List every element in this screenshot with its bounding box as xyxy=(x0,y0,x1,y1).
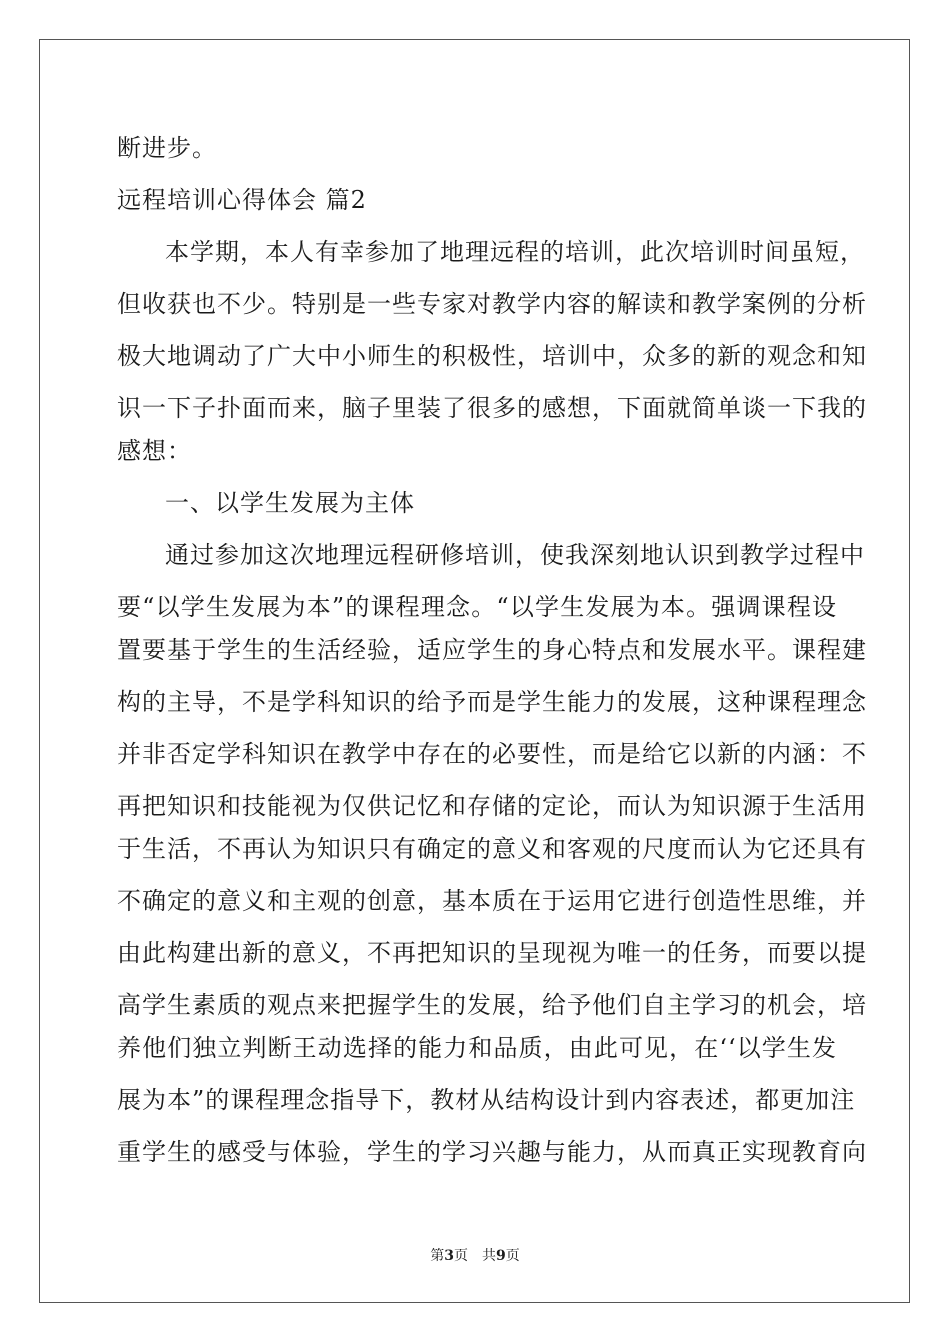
text-line: 重学生的感受与体验，学生的学习兴趣与能力，从而真正实现教育向 xyxy=(117,1138,867,1166)
text-line: 由此构建出新的意义，不再把知识的呈现视为唯一的任务，而要以提 xyxy=(117,939,867,967)
text-line: 但收获也不少。特别是一些专家对教学内容的解读和教学案例的分析 xyxy=(117,290,867,318)
text-line: 置要基于学生的生活经验，适应学生的身心特点和发展水平。课程建 xyxy=(117,636,867,664)
page-middle: 页 共 xyxy=(454,1248,496,1264)
text-line: 要“以学生发展为本”的课程理念。“以学生发展为本。强调课程设 xyxy=(117,593,837,621)
total-page-number: 9 xyxy=(496,1248,506,1264)
text-line: 展为本”的课程理念指导下，教材从结构设计到内容表述，都更加注 xyxy=(117,1086,856,1114)
text-line: 构的主导，不是学科知识的给予而是学生能力的发展，这种课程理念 xyxy=(117,688,867,716)
text-line: 本学期，本人有幸参加了地理远程的培训，此次培训时间虽短， xyxy=(165,238,865,266)
current-page-number: 3 xyxy=(444,1248,454,1264)
text-line: 养他们独立判断王动选择的能力和品质，由此可见，在‘‘以学生发 xyxy=(117,1034,837,1062)
text-line: 感想： xyxy=(117,437,192,465)
page-suffix: 页 xyxy=(505,1248,520,1264)
text-line: 识一下子扑面而来，脑子里装了很多的感想，下面就简单谈一下我的 xyxy=(117,394,867,422)
text-line: 不确定的意义和主观的创意，基本质在于运用它进行创造性思维，并 xyxy=(117,887,867,915)
subsection-heading: 一、以学生发展为主体 xyxy=(165,489,415,517)
text-line: 于生活，不再认为知识只有确定的意义和客观的尺度而认为它还具有 xyxy=(117,835,867,863)
page-footer xyxy=(0,1247,950,1265)
section-heading: 远程培训心得体会 篇2 xyxy=(117,186,367,214)
page-prefix: 第 xyxy=(430,1248,445,1264)
text-line: 高学生素质的观点来把握学生的发展，给予他们自主学习的机会，培 xyxy=(117,991,867,1019)
text-line: 再把知识和技能视为仅供记忆和存储的定论，而认为知识源于生活用 xyxy=(117,792,867,820)
text-line: 断进步。 xyxy=(117,134,217,162)
text-line: 极大地调动了广大中小师生的积极性，培训中，众多的新的观念和知 xyxy=(117,342,867,370)
text-line: 并非否定学科知识在教学中存在的必要性，而是给它以新的内涵：不 xyxy=(117,740,867,768)
text-line: 通过参加这次地理远程研修培训，使我深刻地认识到教学过程中 xyxy=(165,541,865,569)
